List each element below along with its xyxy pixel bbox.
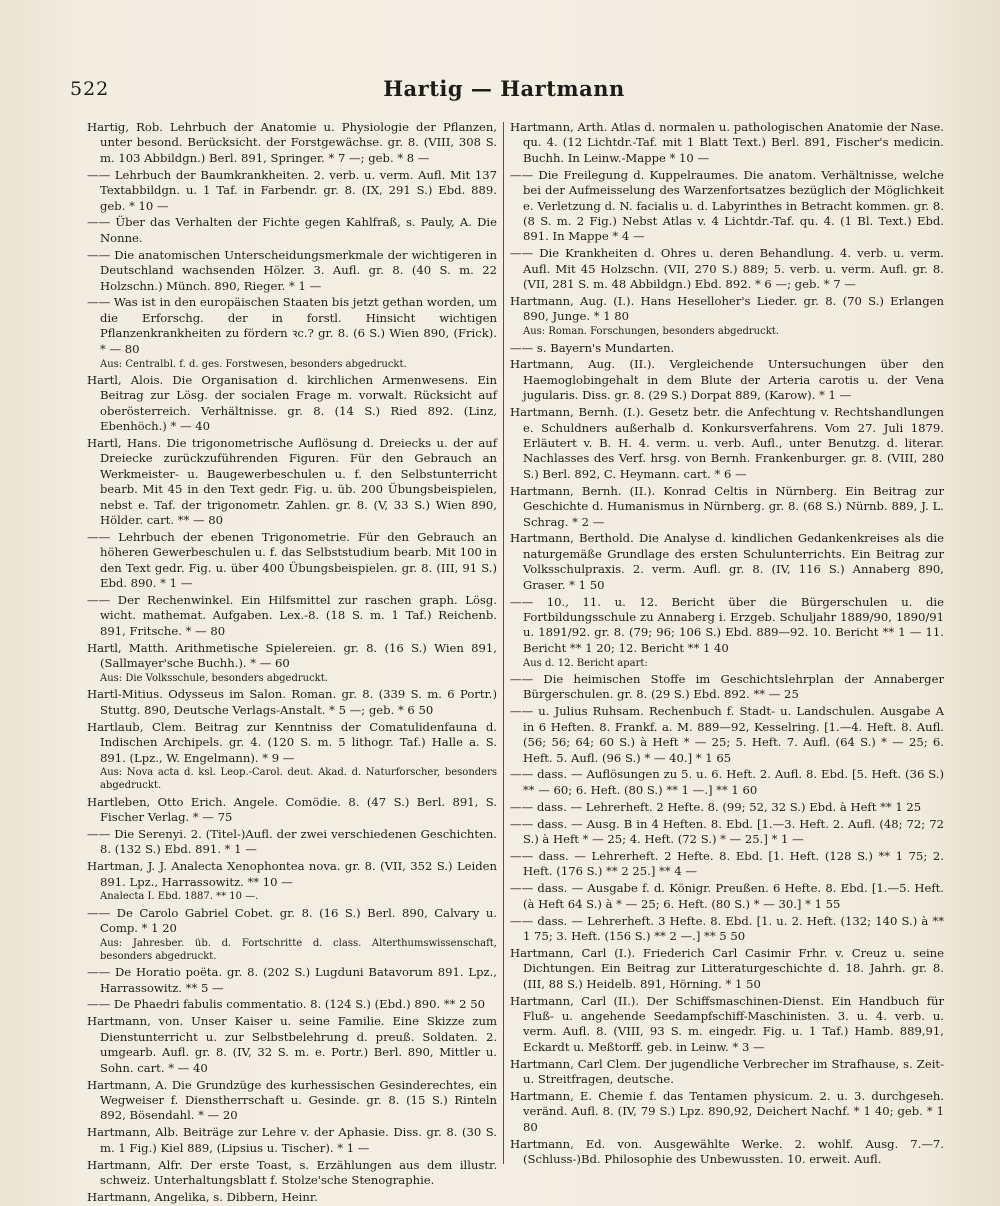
- bibliography-entry: Hartleben, Otto Erich. Angele. Comödie. 8. (47 S.) Berl. 891, S. Fischer Verlag. * — 75: [87, 794, 497, 824]
- bibliography-entry: Hartmann, Carl (I.). Friederich Carl Casimir Frhr. v. Creuz u. seine Dichtungen. Ein Beitrag zur Litteraturgeschichte d. 18. Jahrh. gr. 8. (III, 88 S.) Heidelb. 891, Hörning. * 1 50: [510, 945, 944, 991]
- bibliography-entry: —— u. Julius Ruhsam. Rechenbuch f. Stadt- u. Landschulen. Ausgabe A in 6 Heften. 8. Frankf. a. M. 889—92, Kesselring. [1.—4. Heft. 8. Aufl. (56; 56; 64; 60 S.) à Heft * — 25; 5. Heft. 7. Aufl. (64 S.) * — 25; 6. Heft. 5. Aufl. (96 S.) * — 40.] * 1 65: [510, 704, 944, 765]
- bibliography-entry: Hartmann, von. Unser Kaiser u. seine Familie. Eine Skizze zum Dienstunterricht u. zur Selbstbelehrung d. preuß. Soldaten. 2. umgearb. Aufl. gr. 8. (IV, 32 S. m. e. Portr.) Berl. 890, Mittler u. Sohn. cart. * — 40: [87, 1014, 497, 1075]
- bibliography-entry: Hartmann, A. Die Grundzüge des kurhessischen Gesinderechtes, ein Wegweiser f. Dienstherrschaft u. Gesinde. gr. 8. (15 S.) Rinteln 892, Bösendahl. * — 20: [87, 1077, 497, 1123]
- bibliography-entry: —— Die heimischen Stoffe im Geschichtslehrplan der Annaberger Bürgerschulen. gr. 8. (29 S.) Ebd. 892. ** — 25: [510, 672, 944, 702]
- bibliography-entry: —— Die Serenyi. 2. (Titel-)Aufl. der zwei verschiedenen Geschichten. 8. (132 S.) Ebd. 891. * 1 —: [87, 826, 497, 857]
- bibliography-entry: —— Die anatomischen Unterscheidungsmerkmale der wichtigeren in Deutschland wachsenden Hölzer. 3. Aufl. gr. 8. (40 S. m. 22 Holzschn.) Münch. 890, Rieger. * 1 —: [87, 247, 497, 293]
- bibliography-entry: Hartmann, Alfr. Der erste Toast, s. Erzählungen aus dem illustr. schweiz. Unterhaltungsblatt f. Stolze'sche Stenographie.: [87, 1157, 497, 1187]
- bibliography-entry: —— De Phaedri fabulis commentatio. 8. (124 S.) (Ebd.) 890. ** 2 50: [87, 997, 485, 1012]
- column-divider: [503, 122, 504, 1164]
- bibliography-entry: —— s. Bayern's Mundarten.: [510, 340, 675, 355]
- bibliography-entry: Hartmann, Angelika, s. Dibbern, Heinr.: [87, 1189, 318, 1204]
- right-column: [510, 120, 944, 1180]
- entry-note: Aus: Centralbl. f. d. ges. Forstwesen, besonders abgedruckt.: [100, 358, 407, 370]
- bibliography-entry: —— 10., 11. u. 12. Bericht über die Bürgerschulen u. die Fortbildungsschule zu Annaberg i. Erzgeb. Schuljahr 1889/90, 1890/91 u. 1891/92. gr. 8. (79; 96; 106 S.) Ebd. 889—92. 10. Bericht ** 1 — 11. Bericht ** 1 20; 12. Bericht ** 1 40: [510, 594, 944, 655]
- entry-note: Analecta I. Ebd. 1887. ** 10 —.: [100, 891, 259, 903]
- entry-note: Aus: Nova acta d. ksl. Leop.-Carol. deut. Akad. d. Naturforscher, besonders abgedruckt.: [100, 767, 497, 792]
- entry-note: Aus: Jahresber. üb. d. Fortschritte d. class. Alterthumswissenschaft, besonders abgedruckt.: [100, 938, 497, 962]
- bibliography-entry: Hartmann, Carl Clem. Der jugendliche Verbrecher im Strafhause, s. Zeit- u. Streitfragen, deutsche.: [510, 1056, 944, 1087]
- bibliography-entry: —— Lehrbuch der ebenen Trigonometrie. Für den Gebrauch an höheren Gewerbeschulen u. f. das Selbststudium bearb. Mit 100 in den Text gedr. Fig. u. über 400 Übungsbeispielen. gr. 8. (III, 91 S.) Ebd. 890. * 1 —: [87, 529, 497, 591]
- bibliography-entry: —— Über das Verhalten der Fichte gegen Kahlfraß, s. Pauly, A. Die Nonne.: [87, 215, 497, 245]
- bibliography-entry: Hartlaub, Clem. Beitrag zur Kenntniss der Comatulidenfauna d. Indischen Archipels. gr. 4. (120 S. m. 5 lithogr. Taf.) Halle a. S. 891. (Lpz., W. Engelmann). * 9 —: [87, 719, 497, 765]
- bibliography-entry: —— De Carolo Gabriel Cobet. gr. 8. (16 S.) Berl. 890, Calvary u. Comp. * 1 20: [87, 905, 497, 936]
- bibliography-entry: Hartmann, Aug. (I.). Hans Heselloher's Lieder. gr. 8. (70 S.) Erlangen 890, Junge. * 1 80: [510, 293, 944, 324]
- entry-note: Aus: Die Volksschule, besonders abgedruckt.: [100, 673, 328, 685]
- bibliography-entry: Hartl, Matth. Arithmetische Spielereien. gr. 8. (16 S.) Wien 891, (Sallmayer'sche Buchh.). * — 60: [87, 640, 497, 671]
- bibliography-entry: Hartmann, Ed. von. Ausgewählte Werke. 2. wohlf. Ausg. 7.—7. (Schluss-)Bd. Philosophie des Unbewussten. 10. erweit. Aufl.: [510, 1136, 944, 1167]
- bibliography-entry: Hartl-Mitius. Odysseus im Salon. Roman. gr. 8. (339 S. m. 6 Portr.) Stuttg. 890, Deutsche Verlags-Anstalt. * 5 —; geb. * 6 50: [87, 687, 497, 717]
- bibliography-entry: —— Lehrbuch der Baumkrankheiten. 2. verb. u. verm. Aufl. Mit 137 Textabbildgn. u. 1 Taf. in Farbendr. gr. 8. (IX, 291 S.) Ebd. 889. geb. * 10 —: [87, 167, 497, 213]
- bibliography-entry: Hartl, Hans. Die trigonometrische Auflösung d. Dreiecks u. der auf Dreiecke zurückzuführenden Figuren. Für den Gebrauch an Werkmeister- u. Baugewerbeschulen u. f. den Selbstunterricht bearb. Mit 45 in den Text gedr. Fig. u. üb. 200 Übungsbeispielen, nebst e. Taf. der trigonometr. Zahlen. gr. 8. (V, 33 S.) Wien 890, Hölder. cart. ** — 80: [87, 436, 497, 528]
- bibliography-entry: —— Der Rechenwinkel. Ein Hilfsmittel zur raschen graph. Lösg. wicht. mathemat. Aufgaben. Lex.-8. (18 S. m. 1 Taf.) Reichenb. 891, Fritsche. * — 80: [87, 593, 497, 638]
- entry-note: Aus d. 12. Bericht apart:: [523, 657, 648, 669]
- bibliography-entry: Hartl, Alois. Die Organisation d. kirchlichen Armenwesens. Ein Beitrag zur Lösg. der socialen Frage m. vorwalt. Rücksicht auf oberösterreich. Verhältnisse. gr. 8. (14 S.) Ried 892. (Linz, Ebenhöch.) * — 40: [87, 372, 497, 434]
- bibliography-entry: —— dass. — Ausg. B in 4 Heften. 8. Ebd. [1.—3. Heft. 2. Aufl. (48; 72; 72 S.) à Heft * — 25; 4. Heft. (72 S.) * — 25.] * 1 —: [510, 816, 944, 847]
- bibliography-entry: —— De Horatio poëta. gr. 8. (202 S.) Lugduni Batavorum 891. Lpz., Harrassowitz. ** 5 —: [87, 965, 497, 995]
- bibliography-entry: —— Die Krankheiten d. Ohres u. deren Behandlung. 4. verb. u. verm. Aufl. Mit 45 Holzschn. (VII, 270 S.) 889; 5. verb. u. verm. Aufl. gr. 8. (VII, 281 S. m. 48 Abbildgn.) Ebd. 892. * 6 —; geb. * 7 —: [510, 246, 944, 292]
- bibliography-entry: Hartmann, Berthold. Die Analyse d. kindlichen Gedankenkreises als die naturgemäße Grundlage des ersten Schulunterrichts. Ein Beitrag zur Volksschulpraxis. 2. verm. Aufl. gr. 8. (IV, 116 S.) Annaberg 890, Graser. * 1 50: [510, 531, 944, 592]
- bibliography-entry: —— dass. — Auflösungen zu 5. u. 6. Heft. 2. Aufl. 8. Ebd. [5. Heft. (36 S.) ** — 60; 6. Heft. (80 S.) ** 1 —.] ** 1 60: [510, 767, 944, 797]
- bibliography-entry: —— Die Freilegung d. Kuppelraumes. Die anatom. Verhältnisse, welche bei der Aufmeisselung des Warzenfortsatzes bezüglich der Möglichkeit e. Verletzung d. N. facialis u. d. Labyrinthes in Betracht kommen. gr. 8. (8 S. m. 2 Fig.) Nebst Atlas v. 4 Lichtdr.-Taf. qu. 4. (1 Bl. Text.) Ebd. 891. In Mappe * 4 —: [510, 167, 944, 244]
- bibliography-entry: Hartig, Rob. Lehrbuch der Anatomie u. Physiologie der Pflanzen, unter besond. Berücksicht. der Forstgewächse. gr. 8. (VIII, 308 S. m. 103 Abbildgn.) Berl. 891, Springer. * 7 —; geb. * 8 —: [87, 120, 497, 165]
- left-column: [87, 120, 497, 1204]
- page-header: [70, 78, 938, 112]
- bibliography-entry: —— Was ist in den europäischen Staaten bis jetzt gethan worden, um die Erforschg. der in forstl. Hinsicht wichtigen Pflanzenkrankheiten zu fördern ꝛc.? gr. 8. (6 S.) Wien 890, (Frick). * — 80: [87, 295, 497, 356]
- bibliography-entry: Hartmann, Bernh. (II.). Konrad Celtis in Nürnberg. Ein Beitrag zur Geschichte d. Humanismus in Nürnberg. gr. 8. (68 S.) Nürnb. 889, J. L. Schrag. * 2 —: [510, 483, 944, 529]
- bibliography-entry: —— dass. — Lehrerheft. 3 Hefte. 8. Ebd. [1. u. 2. Heft. (132; 140 S.) à ** 1 75; 3. Heft. (156 S.) ** 2 —.] ** 5 50: [510, 913, 944, 943]
- bibliography-entry: Hartmann, Alb. Beiträge zur Lehre v. der Aphasie. Diss. gr. 8. (30 S. m. 1 Fig.) Kiel 889, (Lipsius u. Tischer). * 1 —: [87, 1125, 497, 1155]
- bibliography-entry: Hartmann, Carl (II.). Der Schiffsmaschinen-Dienst. Ein Handbuch für Fluß- u. angehende Seedampfschiff-Maschinisten. 3. u. 4. verb. u. verm. Aufl. 8. (VIII, 93 S. m. eingedr. Fig. u. 1 Taf.) Hamb. 889,91, Eckardt u. Meßtorff. geb. in Leinw. * 3 —: [510, 993, 944, 1054]
- bibliography-entry: Hartman, J. J. Analecta Xenophontea nova. gr. 8. (VII, 352 S.) Leiden 891. Lpz., Harrassowitz. ** 10 —: [87, 859, 497, 889]
- bibliography-entry: Hartmann, Bernh. (I.). Gesetz betr. die Anfechtung v. Rechtshandlungen e. Schuldners außerhalb d. Konkursverfahrens. Vom 27. Juli 1879. Erläutert v. B. H. 4. verm. u. verb. Aufl., unter Benutzg. d. literar. Nachlasses des Verf. hrsg. von Bernh. Frankenburger. gr. 8. (VIII, 280 S.) Berl. 892, C. Heymann. cart. * 6 —: [510, 405, 944, 481]
- bibliography-entry: —— dass. — Ausgabe f. d. Königr. Preußen. 6 Hefte. 8. Ebd. [1.—5. Heft. (à Heft 64 S.) à * — 25; 6. Heft. (80 S.) * — 30.] * 1 55: [510, 881, 944, 911]
- bibliography-entry: Hartmann, Aug. (II.). Vergleichende Untersuchungen über den Haemoglobingehalt in dem Blute der Arteria carotis u. der Vena jugularis. Diss. gr. 8. (29 S.) Dorpat 889, (Karow). * 1 —: [510, 357, 944, 403]
- page-number: 522: [70, 78, 110, 100]
- bibliography-entry: —— dass. — Lehrerheft. 2 Hefte. 8. Ebd. [1. Heft. (128 S.) ** 1 75; 2. Heft. (176 S.) ** 2 25.] ** 4 —: [510, 848, 944, 879]
- bibliography-entry: Hartmann, Arth. Atlas d. normalen u. pathologischen Anatomie der Nase. qu. 4. (12 Lichtdr.-Taf. mit 1 Blatt Text.) Berl. 891, Fischer's medicin. Buchh. In Leinw.-Mappe * 10 —: [510, 120, 944, 165]
- entry-note: Aus: Roman. Forschungen, besonders abgedruckt.: [523, 326, 779, 338]
- bibliography-entry: Hartmann, E. Chemie f. das Tentamen physicum. 2. u. 3. durchgeseh. veränd. Aufl. 8. (IV, 79 S.) Lpz. 890,92, Deichert Nachf. * 1 40; geb. * 1 80: [510, 1089, 944, 1134]
- running-head: Hartig — Hartmann: [383, 76, 625, 101]
- bibliography-entry: —— dass. — Lehrerheft. 2 Hefte. 8. (99; 52, 32 S.) Ebd. à Heft ** 1 25: [510, 799, 922, 814]
